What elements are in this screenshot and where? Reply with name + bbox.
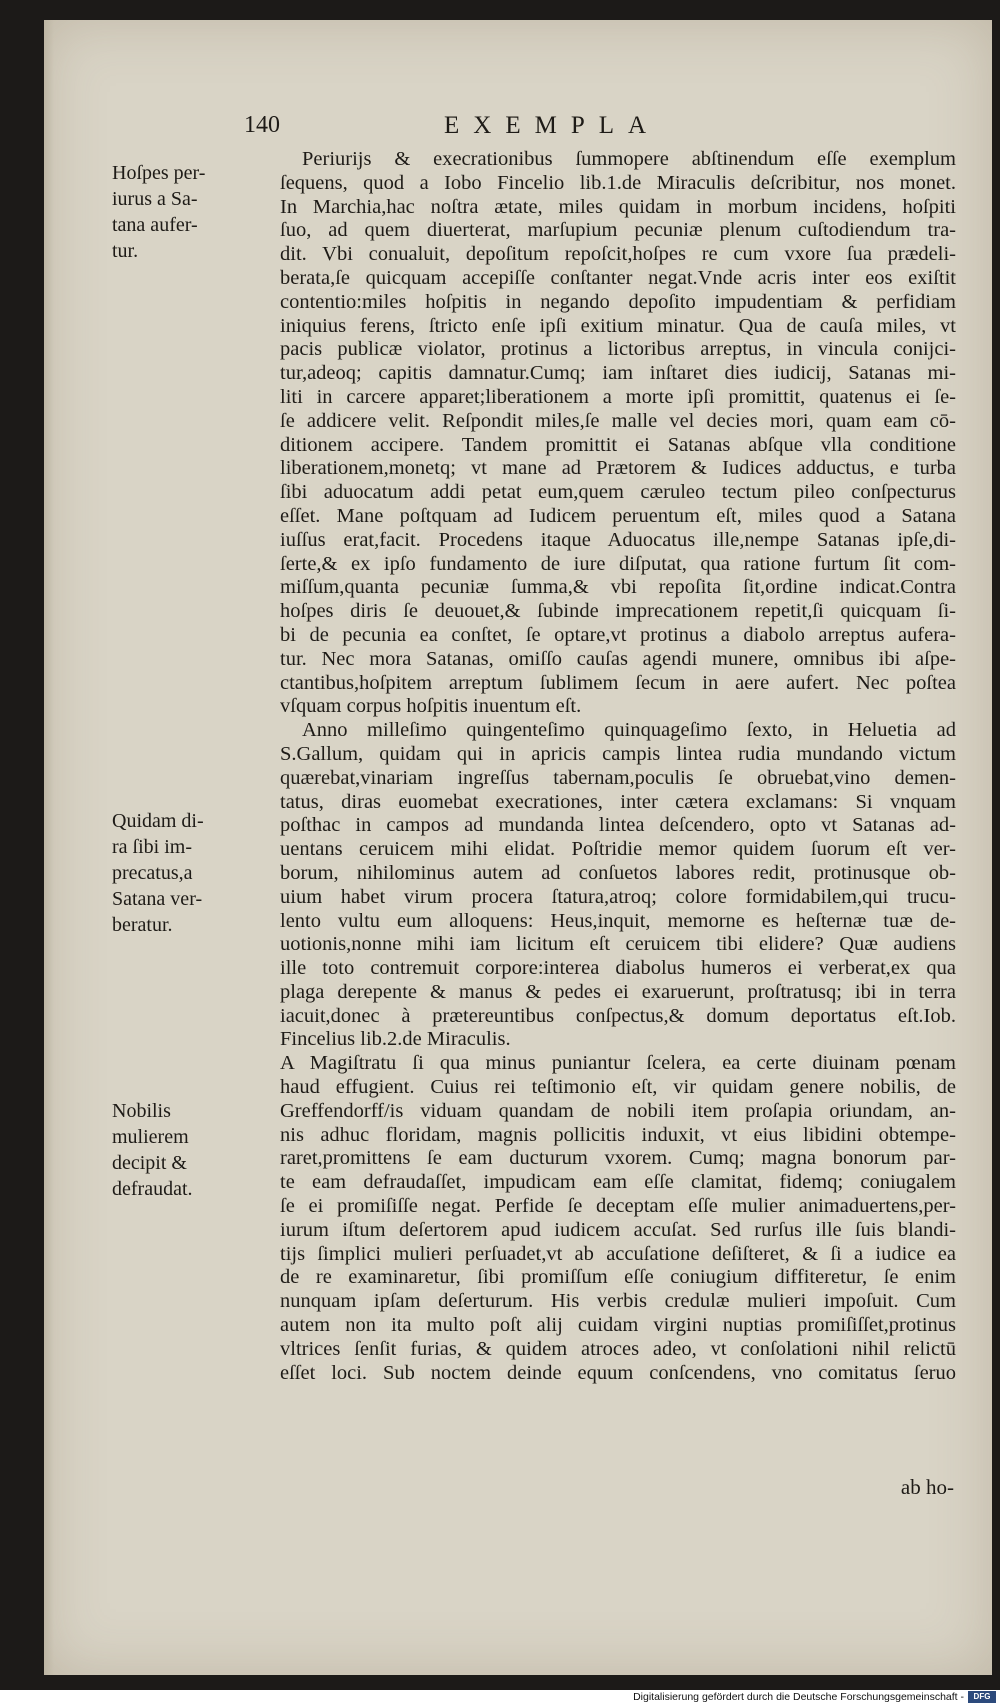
catchword: ab ho- [900, 1475, 954, 1499]
text-line: Anno milleſimo quingenteſimo quinquageſimo ſexto, in Heluetia ad [302, 719, 956, 742]
dfg-logo: DFG [968, 1691, 996, 1703]
margin-note-line: beratur. [112, 914, 173, 936]
text-line: ſuo, ad quem diuerterat, marſupium pecuniæ plenum cuſtodiendum tra- [280, 219, 956, 242]
text-line: tur. Nec mora Satanas, omiſſo cauſas agendi munere, omnibus ibi aſpe- [280, 647, 956, 670]
text-line: vltrices ſenſit furias, & quidem atroces adeo, vt conſolationi nihil relictū [280, 1337, 956, 1360]
text-line [280, 1385, 956, 1409]
text-line: iurum iſtum deſertorem apud iudicem accuſat. Sed rurſus ille ſuis blandi- [280, 1218, 956, 1241]
page-header [244, 112, 764, 146]
body-text [280, 148, 956, 1409]
text-line: bi de pecunia ea conſtet, ſe optare,vt protinus a diabolo arreptus aufera- [280, 623, 956, 646]
text-line: raret,promittens ſe eam ducturum vxorem. Cumq; magna bonorum par- [280, 1147, 956, 1170]
margin-note-line: ra ſibi im- [112, 836, 192, 858]
text-line: ſibi aduocatum addi petat eum,quem cæruleo tectum pileo conſpecturus [280, 481, 956, 504]
text-line: ditionem accipere. Tandem promittit ei Satanas abſque vlla conditione [280, 433, 956, 456]
text-line: de re examinaretur, ſibi promiſſum eſſe coniugium diffiteretur, ſe enim [280, 1266, 956, 1289]
text-line: In Marchia,hac noſtra ætate, miles quidam in morbum incidens, hoſpiti [280, 195, 956, 218]
margin-note-line: decipit & [112, 1152, 187, 1174]
text-line: iniquius ferens, ſtricto enſe ipſi exitium minatur. Qua de cauſa miles, vt [280, 314, 956, 337]
page-edge-shadow [44, 20, 54, 1675]
text-line: Periurijs & execrationibus ſummopere abſtinendum eſſe exemplum [302, 148, 956, 170]
text-line: vſquam corpus hoſpitis inuentum eſt. [280, 695, 582, 718]
margin-note-line: Hoſpes per- [112, 162, 206, 184]
text-line: pacis publicæ violator, protinus a lictoribus arreptus, in vincula conijci- [280, 338, 956, 361]
margin-note-line: Nobilis [112, 1100, 171, 1122]
text-line: S.Gallum, quidam qui in apricis campis lintea rudia mundando victum [280, 742, 956, 765]
text-line: berata,ſe quicquam accepiſſe conſtanter negat.Vnde acris inter eos exiſtit [280, 266, 956, 289]
footer-credit: Digitalisierung gefördert durch die Deutsche Forschungsgemeinschaft - [633, 1691, 964, 1703]
text-line: eſſet. Mane poſtquam ad Iudicem peruentum eſt, miles quod a Satana [280, 504, 956, 527]
text-line: contentio:miles hoſpitis in negando depoſito impudentiam & perfidiam [280, 290, 956, 313]
text-line: quærebat,vinariam ingreſſus tabernam,poculis ſe obruebat,vino demen- [280, 766, 956, 789]
text-line: liberationem,monetq; vt mane ad Prætorem & Iudices adductus, e turba [280, 457, 956, 480]
text-line: dit. Vbi conualuit, depoſitum repoſcit,hoſpes re cum vxore ſua prædeli- [280, 243, 956, 266]
text-line: uium habet virum procera ſtatura,atroq; colore formidabilem,qui trucu- [280, 885, 956, 908]
text-line: iacuit,donec à prætereuntibus conſpectus,& domum deportatus eſt.Iob. [280, 1004, 956, 1027]
text-line: iuſſus erat,facit. Procedens itaque Aduocatus ille,nempe Satanas ipſe,di- [280, 528, 956, 551]
text-line: haud effugient. Cuius rei teſtimonio eſt, vir quidam genere nobilis, de [280, 1076, 956, 1099]
text-line: poſthac in campos ad mundanda lintea deſcendero, opto vt Satanas ad- [280, 814, 956, 837]
margin-note-perjury [112, 160, 224, 264]
text-line: miſſum,quanta pecuniæ ſumma,& vbi repoſita ſit,ordine indicat.Contra [280, 576, 956, 599]
text-line: ille toto contremuit corpore:interea diabolus humeros ei verberat,ex qua [280, 957, 956, 980]
text-line: A Magiſtratu ſi qua minus puniantur ſcelera, ea certe diuinam pœnam [280, 1052, 956, 1075]
text-line: ſequens, quod a Iobo Fincelio lib.1.de Miraculis deſcribitur, nos monet. [280, 171, 956, 194]
margin-note-line: iurus a Sa- [112, 188, 198, 210]
text-line: nunquam ipſam deſerturum. His verbis credulæ mulieri impoſuit. Cum [280, 1290, 956, 1313]
margin-note-line: mulierem [112, 1126, 189, 1148]
text-line: ctantibus,hoſpitem arreptum ſublimem ſecum in aere aufert. Nec poſtea [280, 671, 956, 694]
text-line: ſe addicere velit. Reſpondit miles,ſe malle vel decies mori, quam eam cō- [280, 409, 956, 432]
margin-note-line: tana aufer- [112, 214, 198, 236]
text-line: nis adhuc floridam, magnis pollicitis induxit, vt eius libidini obtempe- [280, 1123, 956, 1146]
page-number: 140 [244, 112, 280, 138]
text-line: ſerte,& ex ipſo fundamento de iure diſputat, qua ratione furtum ſit com- [280, 552, 956, 575]
scanned-page [44, 20, 992, 1675]
text-line: borum, nihilominus autem ad conſuetos labores redit, protinusque ob- [280, 861, 956, 884]
margin-note-nobleman [112, 1098, 224, 1202]
text-line: uotionis,nonne mihi iam licitum eſt ceruicem tibi elidere? Quæ audiens [280, 933, 956, 956]
margin-note-curse [112, 808, 224, 938]
running-head: EXEMPLA [444, 112, 661, 139]
text-line: tatus, diras euomebat execrationes, inter cætera exclamans: Si vnquam [280, 790, 956, 813]
footer-bar [0, 1690, 1000, 1704]
text-line: tur,adeoq; capitis damnatur.Cumq; iam inſtaret dies iudicij, Satanas mi- [280, 362, 956, 385]
text-line: Fincelius lib.2.de Miraculis. [280, 1028, 511, 1051]
text-line: tijs ſimplici mulieri perſuadet,vt ab accuſatione deſiſteret, & ſi a iudice ea [280, 1242, 956, 1265]
text-line: ſe ei promiſiſſe negat. Perfide ſe deceptam eſſe mulier animaduertens,per- [280, 1195, 956, 1218]
text-line: autem non ita multo poſt alij cuidam virgini nuptias promiſiſſet,protinus [280, 1314, 956, 1337]
margin-note-line: Quidam di- [112, 810, 204, 832]
margin-note-line: tur. [112, 240, 139, 262]
text-line: hoſpes diris ſe deuouet,& ſubinde imprecationem repetit,ſi quicquam ſi- [280, 600, 956, 623]
margin-note-line: Satana ver- [112, 888, 203, 910]
text-line: eſſet loci. Sub noctem deinde equum conſcendens, vno comitatus ſeruo [280, 1361, 956, 1384]
text-line: Greffendorff/is viduam quandam de nobili item proſapia oriundam, an- [280, 1099, 956, 1122]
text-line: uentans ceruicem mihi elidat. Poſtridie memor quidem ſuorum eſt ver- [280, 838, 956, 861]
text-line: te eam defraudaſſet, impudicam eam eſſe clamitat, fidemq; coniugalem [280, 1171, 956, 1194]
text-line: liti in carcere apparet;liberationem a morte ipſi promittit, quatenus ei ſe- [280, 385, 956, 408]
text-line: lento vultu eum alloquens: Heus,inquit, memorne es heſternæ tuæ de- [280, 909, 956, 932]
margin-note-line: defraudat. [112, 1178, 193, 1200]
text-line: plaga derepente & manus & pedes ei exaruerunt, proſtratusq; ibi in terra [280, 980, 956, 1003]
margin-note-line: precatus,a [112, 862, 193, 884]
